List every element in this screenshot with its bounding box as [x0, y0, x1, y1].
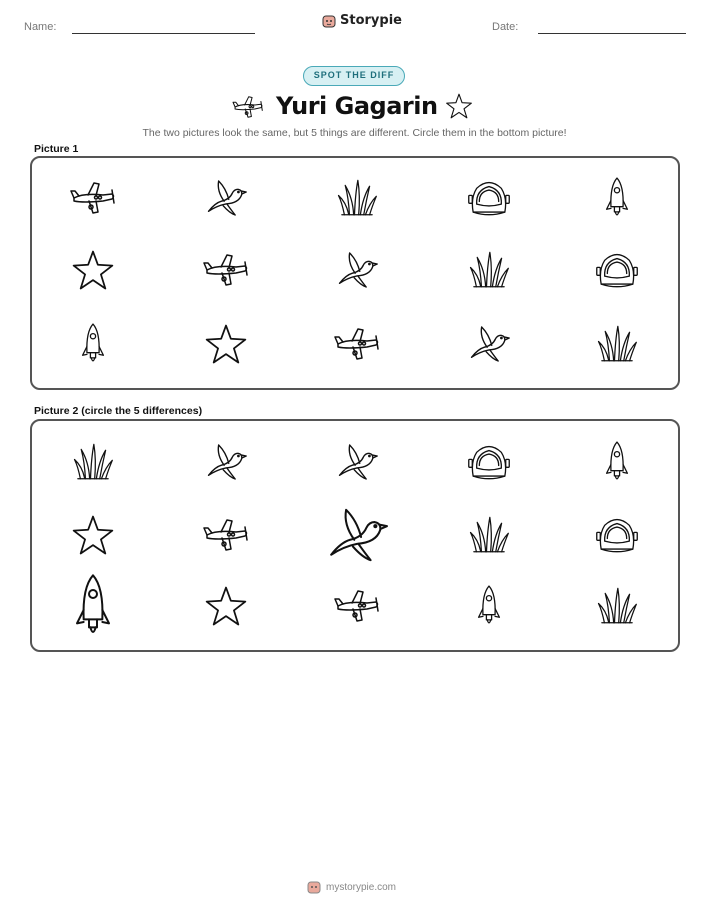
bird-icon[interactable] — [323, 504, 391, 566]
title-row — [0, 92, 709, 124]
helmet-icon[interactable] — [595, 512, 639, 558]
picture1-label: Picture 1 — [34, 143, 79, 155]
star-icon — [71, 248, 115, 292]
date-field-line[interactable] — [538, 33, 686, 34]
storypie-mascot-icon — [322, 14, 336, 28]
grass-icon — [596, 323, 638, 365]
bird-icon — [334, 249, 380, 291]
star-icon[interactable] — [71, 513, 115, 557]
rocket-icon — [80, 320, 106, 368]
star-icon — [444, 92, 474, 120]
rocket-icon[interactable] — [73, 570, 113, 642]
rocket-icon — [604, 174, 630, 222]
star-icon — [204, 322, 248, 366]
airplane-icon — [231, 94, 265, 120]
bird-icon[interactable] — [334, 441, 380, 483]
instructions-text: The two pictures look the same, but 5 things are different. Circle them in the bottom picture! — [142, 127, 567, 139]
name-field-line[interactable] — [72, 33, 255, 34]
bird-icon — [203, 177, 249, 219]
grass-icon — [468, 249, 510, 291]
activity-badge: SPOT THE DIFF — [303, 66, 405, 86]
footer-url: mystorypie.com — [326, 881, 397, 893]
storypie-mascot-icon — [307, 880, 321, 894]
rocket-icon[interactable] — [476, 582, 502, 630]
airplane-icon[interactable] — [201, 516, 251, 554]
star-icon[interactable] — [204, 584, 248, 628]
helmet-icon — [595, 247, 639, 293]
page-title: Yuri Gagarin — [276, 92, 438, 120]
bird-icon[interactable] — [203, 441, 249, 483]
helmet-icon — [467, 175, 511, 221]
footer — [307, 880, 396, 894]
grass-icon[interactable] — [468, 514, 510, 556]
bird-icon — [466, 323, 512, 365]
airplane-icon — [332, 325, 382, 363]
name-label: Name: — [24, 21, 57, 33]
airplane-icon — [201, 251, 251, 289]
airplane-icon — [68, 179, 118, 217]
brand-name: Storypie — [340, 13, 402, 28]
airplane-icon[interactable] — [332, 587, 382, 625]
grass-icon — [336, 177, 378, 219]
brand-logo — [322, 13, 402, 28]
grass-icon[interactable] — [72, 441, 114, 483]
rocket-icon[interactable] — [604, 438, 630, 486]
helmet-icon[interactable] — [467, 439, 511, 485]
grass-icon[interactable] — [596, 585, 638, 627]
date-label: Date: — [492, 21, 519, 33]
picture2-label: Picture 2 (circle the 5 differences) — [34, 405, 203, 417]
